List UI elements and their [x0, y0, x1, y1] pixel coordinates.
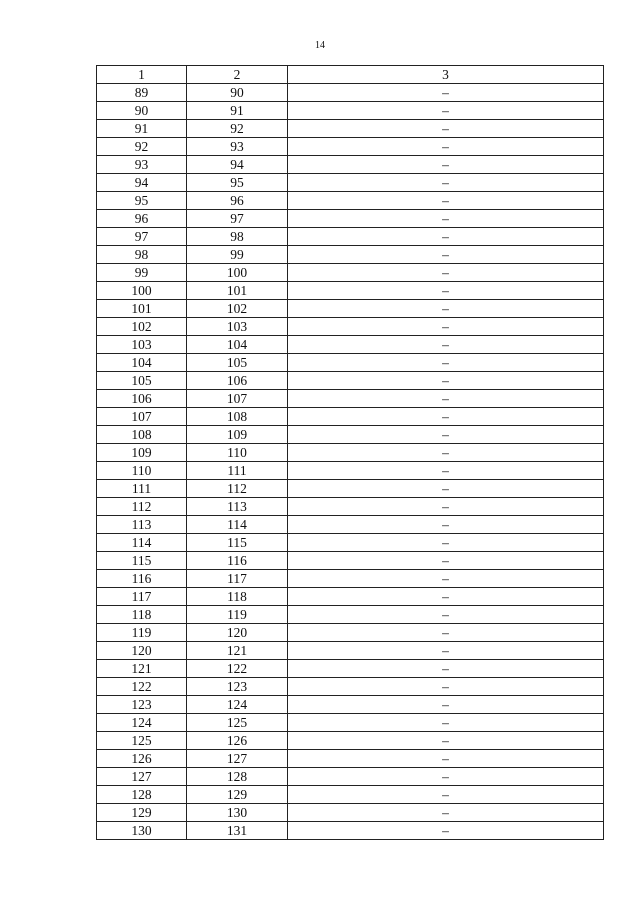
table-row [97, 390, 604, 408]
table-cell-col-2: 107 [187, 390, 288, 408]
table-row [97, 426, 604, 444]
table-cell-col-1: 91 [97, 120, 187, 138]
table-cell-col-1: 89 [97, 84, 187, 102]
data-table [96, 65, 604, 840]
table-cell-col-2: 103 [187, 318, 288, 336]
table-row [97, 444, 604, 462]
table-cell-col-3: – [288, 660, 604, 678]
table-cell-col-2: 113 [187, 498, 288, 516]
table-cell-col-3: – [288, 174, 604, 192]
table-cell-col-3: – [288, 786, 604, 804]
table-cell-col-2: 97 [187, 210, 288, 228]
table-row [97, 714, 604, 732]
table-cell-col-1: 128 [97, 786, 187, 804]
page-number: 14 [315, 40, 325, 51]
table-row [97, 516, 604, 534]
table-row [97, 570, 604, 588]
table-cell-col-1: 106 [97, 390, 187, 408]
table-cell-col-3: – [288, 678, 604, 696]
table-cell-col-3: – [288, 606, 604, 624]
table-cell-col-3: – [288, 120, 604, 138]
table-cell-col-3: – [288, 318, 604, 336]
table-cell-col-2: 123 [187, 678, 288, 696]
table-cell-col-2: 129 [187, 786, 288, 804]
table-row [97, 282, 604, 300]
table-cell-col-1: 115 [97, 552, 187, 570]
table-cell-col-1: 118 [97, 606, 187, 624]
table-cell-col-1: 90 [97, 102, 187, 120]
table-cell-col-1: 102 [97, 318, 187, 336]
table-row [97, 552, 604, 570]
table-cell-col-2: 94 [187, 156, 288, 174]
table-row [97, 750, 604, 768]
table-cell-col-2: 91 [187, 102, 288, 120]
table-cell-col-1: 117 [97, 588, 187, 606]
table-cell-col-2: 121 [187, 642, 288, 660]
table-cell-col-1: 97 [97, 228, 187, 246]
table-row [97, 642, 604, 660]
table-cell-col-2: 117 [187, 570, 288, 588]
table-cell-col-2: 116 [187, 552, 288, 570]
table-cell-col-2: 96 [187, 192, 288, 210]
table-row [97, 354, 604, 372]
table-row [97, 624, 604, 642]
table-cell-col-3: – [288, 426, 604, 444]
table-cell-col-2: 128 [187, 768, 288, 786]
table-row [97, 228, 604, 246]
table-cell-col-3: – [288, 516, 604, 534]
table-cell-col-3: – [288, 210, 604, 228]
table-cell-col-3: – [288, 192, 604, 210]
table-cell-col-3: – [288, 390, 604, 408]
table-row [97, 732, 604, 750]
table-cell-col-3: – [288, 372, 604, 390]
table-cell-col-1: 121 [97, 660, 187, 678]
table-cell-col-3: – [288, 732, 604, 750]
table-row [97, 300, 604, 318]
table-row [97, 192, 604, 210]
table-cell-col-2: 106 [187, 372, 288, 390]
table-cell-col-1: 93 [97, 156, 187, 174]
table-cell-col-3: – [288, 354, 604, 372]
table-cell-col-2: 114 [187, 516, 288, 534]
table-cell-col-3: – [288, 462, 604, 480]
table-cell-col-2: 111 [187, 462, 288, 480]
table-cell-col-1: 103 [97, 336, 187, 354]
table-cell-col-3: – [288, 102, 604, 120]
table-cell-col-1: 105 [97, 372, 187, 390]
table-cell-col-3: – [288, 300, 604, 318]
table-cell-col-1: 111 [97, 480, 187, 498]
table-row [97, 210, 604, 228]
table-cell-col-2: 100 [187, 264, 288, 282]
table-cell-col-2: 126 [187, 732, 288, 750]
table-cell-col-1: 100 [97, 282, 187, 300]
table-cell-col-3: – [288, 768, 604, 786]
table-cell-col-1: 107 [97, 408, 187, 426]
table-cell-col-1: 108 [97, 426, 187, 444]
table-row [97, 660, 604, 678]
table-cell-col-2: 110 [187, 444, 288, 462]
table-cell-col-1: 119 [97, 624, 187, 642]
table-cell-col-1: 130 [97, 822, 187, 840]
table-cell-col-3: – [288, 444, 604, 462]
table-row [97, 768, 604, 786]
table-cell-col-2: 105 [187, 354, 288, 372]
table-cell-col-2: 101 [187, 282, 288, 300]
table-cell-col-2: 115 [187, 534, 288, 552]
table-cell-col-2: 104 [187, 336, 288, 354]
table-cell-col-1: 101 [97, 300, 187, 318]
table-cell-col-3: – [288, 822, 604, 840]
table-row [97, 120, 604, 138]
table-cell-col-3: – [288, 138, 604, 156]
table-row [97, 804, 604, 822]
table-cell-col-2: 90 [187, 84, 288, 102]
table-cell-col-3: – [288, 480, 604, 498]
table-row [97, 336, 604, 354]
table-row [97, 138, 604, 156]
table-row [97, 534, 604, 552]
column-header-2: 2 [187, 66, 288, 84]
column-header-3: 3 [288, 66, 604, 84]
table-cell-col-1: 110 [97, 462, 187, 480]
table-cell-col-2: 92 [187, 120, 288, 138]
table-row [97, 264, 604, 282]
table-row [97, 174, 604, 192]
table-row [97, 480, 604, 498]
table-cell-col-3: – [288, 156, 604, 174]
table-cell-col-1: 96 [97, 210, 187, 228]
table-cell-col-3: – [288, 228, 604, 246]
table-cell-col-1: 95 [97, 192, 187, 210]
table-cell-col-2: 118 [187, 588, 288, 606]
table-cell-col-1: 124 [97, 714, 187, 732]
table-cell-col-1: 122 [97, 678, 187, 696]
table-cell-col-2: 130 [187, 804, 288, 822]
table-cell-col-3: – [288, 264, 604, 282]
table-cell-col-2: 98 [187, 228, 288, 246]
table-cell-col-1: 112 [97, 498, 187, 516]
table-cell-col-3: – [288, 588, 604, 606]
table-row [97, 588, 604, 606]
table-body [97, 84, 604, 840]
table-cell-col-2: 112 [187, 480, 288, 498]
table-cell-col-3: – [288, 696, 604, 714]
table-cell-col-1: 99 [97, 264, 187, 282]
table-cell-col-2: 127 [187, 750, 288, 768]
table-cell-col-1: 123 [97, 696, 187, 714]
table-cell-col-1: 109 [97, 444, 187, 462]
table-cell-col-1: 127 [97, 768, 187, 786]
table-cell-col-3: – [288, 552, 604, 570]
table-cell-col-2: 120 [187, 624, 288, 642]
table-cell-col-1: 126 [97, 750, 187, 768]
table-cell-col-2: 93 [187, 138, 288, 156]
table-cell-col-3: – [288, 498, 604, 516]
table-cell-col-1: 129 [97, 804, 187, 822]
table-cell-col-2: 99 [187, 246, 288, 264]
table-cell-col-1: 113 [97, 516, 187, 534]
table-cell-col-1: 104 [97, 354, 187, 372]
table-row [97, 246, 604, 264]
table-cell-col-1: 94 [97, 174, 187, 192]
table-cell-col-3: – [288, 246, 604, 264]
table-cell-col-2: 125 [187, 714, 288, 732]
table-cell-col-1: 98 [97, 246, 187, 264]
table-cell-col-3: – [288, 714, 604, 732]
table-row [97, 696, 604, 714]
table-cell-col-3: – [288, 804, 604, 822]
column-header-1: 1 [97, 66, 187, 84]
header-row [97, 66, 604, 84]
table-row [97, 498, 604, 516]
table-cell-col-3: – [288, 408, 604, 426]
table-cell-col-3: – [288, 750, 604, 768]
table-row [97, 84, 604, 102]
table-cell-col-2: 124 [187, 696, 288, 714]
table-cell-col-3: – [288, 534, 604, 552]
table-row [97, 462, 604, 480]
table-row [97, 786, 604, 804]
table-cell-col-1: 125 [97, 732, 187, 750]
table-row [97, 318, 604, 336]
table-row [97, 822, 604, 840]
table-row [97, 678, 604, 696]
table-row [97, 606, 604, 624]
table-cell-col-1: 120 [97, 642, 187, 660]
table-cell-col-2: 119 [187, 606, 288, 624]
table-cell-col-2: 109 [187, 426, 288, 444]
table-row [97, 372, 604, 390]
table-cell-col-1: 114 [97, 534, 187, 552]
table-cell-col-3: – [288, 336, 604, 354]
table-cell-col-3: – [288, 570, 604, 588]
table-row [97, 156, 604, 174]
table-row [97, 408, 604, 426]
table-cell-col-3: – [288, 624, 604, 642]
table-row [97, 102, 604, 120]
table-cell-col-2: 131 [187, 822, 288, 840]
table-cell-col-3: – [288, 282, 604, 300]
table-cell-col-2: 108 [187, 408, 288, 426]
table-cell-col-3: – [288, 642, 604, 660]
table-cell-col-2: 102 [187, 300, 288, 318]
table-cell-col-1: 116 [97, 570, 187, 588]
table-cell-col-1: 92 [97, 138, 187, 156]
table-cell-col-3: – [288, 84, 604, 102]
table-cell-col-2: 95 [187, 174, 288, 192]
table-cell-col-2: 122 [187, 660, 288, 678]
